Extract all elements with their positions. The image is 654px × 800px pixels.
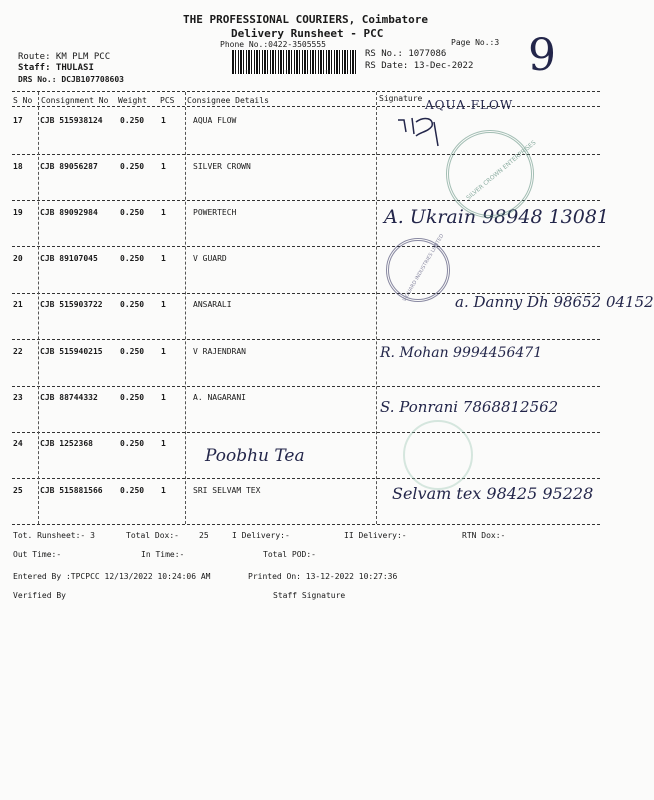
col-header-sno: S No — [13, 96, 33, 105]
staff-signature-label: Staff Signature — [273, 591, 346, 600]
signature-aqua-flow: AQUA FLOW — [425, 98, 514, 112]
rs-number: RS No.: 1077086 — [365, 49, 447, 59]
stamp-vguard-text: V-GUARD INDUSTRIES LIMITED — [401, 233, 446, 303]
phone-number: Phone No.:0422-3505555 — [220, 40, 326, 49]
ii-delivery: II Delivery:- — [344, 531, 407, 540]
row-consignment: CJB 515881566 — [40, 486, 103, 495]
col-header-consignment: Consignment No — [41, 96, 109, 105]
row-pcs: 1 — [161, 393, 166, 402]
total-dox-value: 25 — [199, 531, 209, 540]
signature-selvam-tex: Selvam tex 98425 95228 — [392, 484, 594, 503]
row-sno: 19 — [13, 208, 23, 217]
signature-scribble — [394, 112, 454, 152]
row-weight: 0.250 — [120, 116, 145, 125]
row-weight: 0.250 — [120, 393, 145, 402]
row-pcs: 1 — [161, 254, 166, 263]
row-pcs: 1 — [161, 162, 166, 171]
staff: Staff: THULASI — [18, 63, 94, 73]
row-pcs: 1 — [161, 208, 166, 217]
row-sno: 17 — [13, 116, 23, 125]
row-pcs: 1 — [161, 347, 166, 356]
row-consignee: SILVER CROWN — [193, 162, 251, 171]
out-time: Out Time:- — [13, 550, 62, 559]
table-top-rule — [12, 91, 600, 92]
row-consignee: V GUARD — [193, 254, 227, 263]
row-pcs: 1 — [161, 300, 166, 309]
row-consignment: CJB 1252368 — [40, 439, 93, 448]
row-consignee: A. NAGARANI — [193, 393, 246, 402]
rtn-dox: RTN Dox:- — [462, 531, 506, 540]
column-rule — [376, 92, 377, 524]
stamp-faded — [403, 420, 473, 490]
row-consignment: CJB 89092984 — [40, 208, 98, 217]
row-sno: 20 — [13, 254, 23, 263]
row-divider — [12, 386, 600, 387]
row-divider — [12, 246, 600, 247]
signature-rajendran: R. Mohan 9994456471 — [380, 345, 543, 361]
row-consignee: SRI SELVAM TEX — [193, 486, 261, 495]
signature-nagarani: S. Ponrani 7868812562 — [380, 398, 559, 416]
row-sno: 22 — [13, 347, 23, 356]
row-weight: 0.250 — [120, 347, 145, 356]
company-name: THE PROFESSIONAL COURIERS, Coimbatore — [183, 13, 429, 26]
stamp-silver-crown — [446, 130, 538, 218]
row-consignment: CJB 89107045 — [40, 254, 98, 263]
stamp-silver-crown-text: SILVER CROWN ENTERPRISES — [465, 139, 538, 202]
entered-by: Entered By :TPCPCC 12/13/2022 10:24:06 AM — [13, 572, 211, 581]
signature-ansarali: a. Danny Dh 98652 04152 — [455, 293, 654, 311]
row-consignee: V RAJENDRAN — [193, 347, 246, 356]
total-pod: Total POD:- — [263, 550, 316, 559]
row-consignee-handwritten: Poobhu Tea — [205, 446, 305, 466]
row-sno: 23 — [13, 393, 23, 402]
document-title: Delivery Runsheet - PCC — [231, 27, 384, 40]
row-consignment: CJB 515903722 — [40, 300, 103, 309]
drs-number: DRS No.: DCJB107708603 — [18, 75, 124, 84]
total-runsheet: Tot. Runsheet:- 3 — [13, 531, 95, 540]
col-header-consignee: Consignee Details — [187, 96, 269, 105]
total-dox-label: Total Dox:- — [126, 531, 179, 540]
row-weight: 0.250 — [120, 162, 145, 171]
route: Route: KM PLM PCC — [18, 52, 111, 62]
i-delivery: I Delivery:- — [232, 531, 290, 540]
col-header-signature: Signature — [379, 94, 423, 103]
row-sno: 18 — [13, 162, 23, 171]
verified-by: Verified By — [13, 591, 66, 600]
printed-on: Printed On: 13-12-2022 10:27:36 — [248, 572, 398, 581]
row-consignee: AQUA FLOW — [193, 116, 237, 125]
stamp-vguard — [386, 233, 450, 303]
row-sno: 25 — [13, 486, 23, 495]
row-weight: 0.250 — [120, 439, 145, 448]
row-pcs: 1 — [161, 486, 166, 495]
row-consignment: CJB 88744332 — [40, 393, 98, 402]
row-consignment: CJB 515938124 — [40, 116, 103, 125]
row-divider — [12, 339, 600, 340]
row-consignment: CJB 89056287 — [40, 162, 98, 171]
row-pcs: 1 — [161, 439, 166, 448]
corner-handwritten-mark: 9 — [528, 30, 556, 81]
barcode — [232, 50, 358, 74]
row-weight: 0.250 — [120, 486, 145, 495]
row-divider — [12, 432, 600, 433]
row-consignee: POWERTECH — [193, 208, 237, 217]
row-pcs: 1 — [161, 116, 166, 125]
row-divider — [12, 478, 600, 479]
column-rule — [185, 92, 186, 524]
row-sno: 21 — [13, 300, 23, 309]
col-header-pcs: PCS — [160, 96, 175, 105]
row-weight: 0.250 — [120, 254, 145, 263]
row-consignment: CJB 515940215 — [40, 347, 103, 356]
row-weight: 0.250 — [120, 300, 145, 309]
signature-powertech: A. Ukrain 98948 13081 — [384, 206, 610, 228]
row-consignee: ANSARALI — [193, 300, 232, 309]
rs-date: RS Date: 13-Dec-2022 — [365, 61, 474, 71]
page-number: Page No.:3 — [451, 38, 500, 47]
column-rule — [38, 92, 39, 524]
row-sno: 24 — [13, 439, 23, 448]
col-header-weight: Weight — [118, 96, 147, 105]
table-bottom-rule — [12, 524, 600, 525]
in-time: In Time:- — [141, 550, 185, 559]
row-weight: 0.250 — [120, 208, 145, 217]
